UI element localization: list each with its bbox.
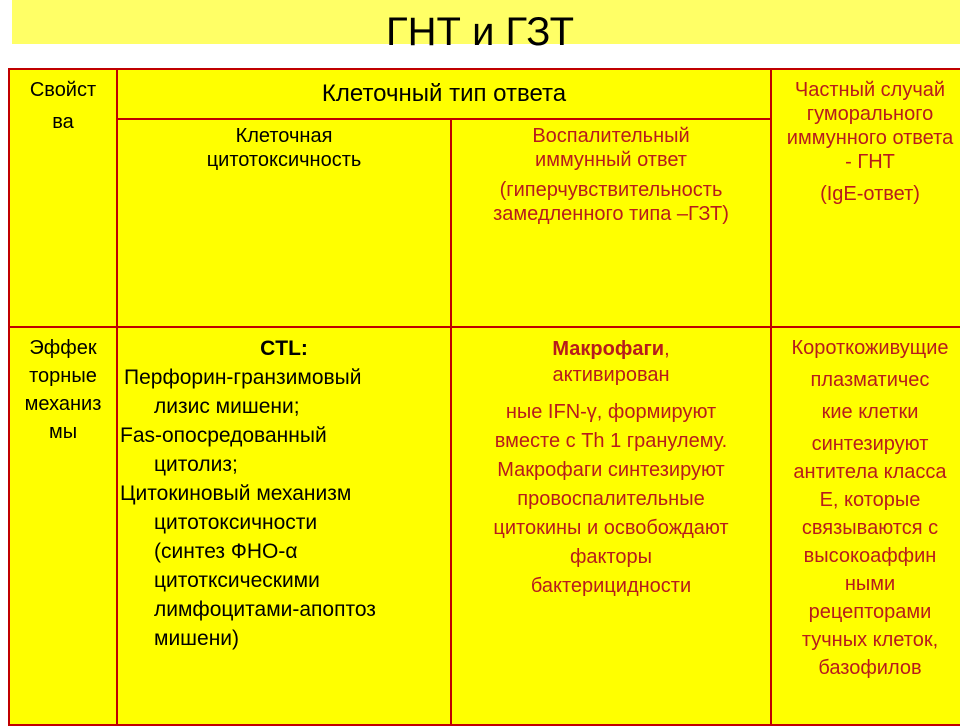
ctl-mechanism-line: (синтез ФНО-α (154, 540, 298, 563)
row-inflammatory-mechanisms (450, 326, 772, 726)
ctl-mechanism-line: цитотксическими (154, 569, 320, 592)
header-properties-line: Свойст (29, 79, 97, 101)
humoral-mechanism-line: базофилов (818, 657, 922, 679)
inflammatory-mechanism-line: бактерицидности (530, 575, 692, 597)
row-effector-line: Эффек (29, 337, 97, 359)
humoral-mechanism-line: плазматичес (810, 369, 930, 391)
humoral-mechanism-line: ными (844, 573, 896, 595)
row-effector-line: механиз (24, 393, 102, 415)
header-inflammatory (450, 118, 772, 328)
ctl-mechanism-line: цитотоксичности (154, 511, 318, 534)
humoral-mechanism-line: Е, которые (819, 489, 921, 511)
inflammatory-mechanism-line: Макрофаги синтезируют (497, 459, 725, 481)
header-inflammatory-line: (гиперчувствительность (499, 179, 723, 201)
ctl-mechanism-line: лимфоцитами-апоптоз (154, 598, 376, 621)
inflammatory-mechanism-line: ные IFN-γ, формируют (505, 401, 717, 423)
slide-title: ГНТ и ГЗТ (385, 10, 575, 54)
ctl-mechanism-line: Цитокиновый механизм (120, 482, 352, 505)
humoral-mechanism-line: связываются с (801, 517, 939, 539)
header-inflammatory-line: иммунный ответ (535, 149, 687, 171)
humoral-mechanism-line: антитела класса (793, 461, 947, 483)
header-humoral (770, 68, 960, 328)
header-properties-line: ва (52, 111, 74, 133)
macrophages-line (452, 336, 770, 362)
header-inflammatory-line: замедленного типа –ГЗТ) (493, 203, 729, 225)
header-cytotoxicity (116, 118, 452, 328)
header-cellular-response (116, 68, 772, 120)
ctl-mechanism-line: лизис мишени; (154, 395, 300, 418)
row-effector-line: торные (29, 365, 97, 387)
header-humoral-line: гуморального (806, 103, 934, 125)
header-humoral-line: иммунного ответа (786, 127, 954, 149)
row-cytotoxicity-mechanisms (116, 326, 452, 726)
ctl-mechanism-list (118, 363, 450, 653)
inflammatory-mechanism-line: вместе с Th 1 гранулему. (494, 430, 728, 452)
row-humoral-mechanisms (770, 326, 960, 726)
header-humoral-line: (IgE-ответ) (820, 183, 920, 205)
macrophages-comma: , (664, 338, 670, 360)
humoral-mechanism-list (772, 334, 960, 682)
humoral-mechanism-line: рецепторами (808, 601, 932, 623)
ctl-mechanism-line: мишени) (154, 627, 240, 650)
header-inflammatory-line: Воспалительный (532, 125, 690, 147)
header-cytotoxicity-line: Клеточная (235, 125, 333, 147)
inflammatory-mechanism-list (452, 362, 770, 601)
inflammatory-mechanism-line: активирован (552, 364, 670, 386)
ctl-mechanism-line: Fas-опосредованный (120, 424, 327, 447)
humoral-mechanism-line: синтезируют (811, 433, 929, 455)
ctl-mechanism-line: Перфорин-гранзимовый (124, 366, 362, 389)
inflammatory-mechanism-line: цитокины и освобождают (493, 517, 729, 539)
ctl-mechanism-line: цитолиз; (154, 453, 238, 476)
header-humoral-line: - ГНТ (845, 151, 895, 173)
header-properties (8, 68, 118, 328)
row-effector-line: мы (48, 421, 78, 443)
humoral-mechanism-line: тучных клеток, (801, 629, 939, 651)
inflammatory-mechanism-line: факторы (569, 546, 653, 568)
header-humoral-line: Частный случай (794, 79, 946, 101)
row-effector-mechanisms (8, 326, 118, 726)
header-cellular-response-text: Клеточный тип ответа (321, 80, 567, 107)
humoral-mechanism-line: высокоаффин (803, 545, 937, 567)
ctl-heading: CTL: (260, 337, 308, 360)
macrophages-bold: Макрофаги (552, 338, 665, 360)
inflammatory-mechanism-line: провоспалительные (517, 488, 705, 510)
humoral-mechanism-line: Короткоживущие (791, 337, 949, 359)
humoral-mechanism-line: кие клетки (821, 401, 919, 423)
header-cytotoxicity-line: цитотоксичность (206, 149, 362, 171)
